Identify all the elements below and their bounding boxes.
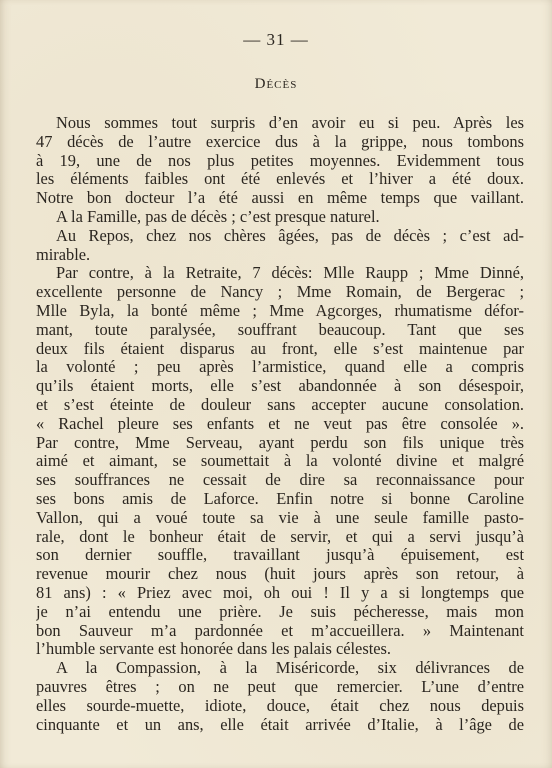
text-line: Mlle Byla, la bonté même ; Mme Agcorges, rhumatisme défor- xyxy=(36,301,524,320)
page-number: — 31 — xyxy=(243,30,309,49)
text-line: deux fils étaient disparus au front, elle s’est maintenue par xyxy=(36,339,524,358)
text-line: bon Sauveur m’a pardonnée et m’accueillera. » Maintenant xyxy=(36,621,524,640)
text-line: revenue mourir chez nous (huit jours après son retour, à xyxy=(36,565,524,584)
text-line: Notre bon docteur l’a été aussi en même temps que vaillant. xyxy=(36,189,524,208)
text-line: et s’est éteinte de douleur sans accepter aucune consolation. xyxy=(36,395,524,414)
text-line: ses bons amis de Laforce. Enfin notre si bonne Caroline xyxy=(36,489,524,508)
text-line: Vallon, qui a voué toute sa vie à une seule famille pasto- xyxy=(36,508,524,527)
text-line: pauvres êtres ; on ne peut que remercier. L’une d’entre xyxy=(36,677,524,696)
text-line: la volonté ; peu après l’armistice, quand elle a compris xyxy=(36,358,524,377)
text-line: aimé et aimant, se soumettait à la volonté divine et malgré xyxy=(36,452,524,471)
text-line: 47 décès de l’autre exercice dus à la grippe, nous tombons xyxy=(36,132,524,151)
text-line: « Rachel pleure ses enfants et ne veut pas être consolée ». xyxy=(36,414,524,433)
text-line: je n’ai entendu une prière. Je suis pécheresse, mais mon xyxy=(36,602,524,621)
text-line: cinquante et un ans, elle était arrivée d’Italie, à l’âge de xyxy=(36,715,524,734)
text-line: les éléments faibles ont été enlevés et l’hiver a été doux. xyxy=(36,170,524,189)
text-line: mant, toute paralysée, souffrant beaucoup. Tant que ses xyxy=(36,320,524,339)
body-text xyxy=(36,114,524,734)
text-line: A la Famille, pas de décès ; c’est presque naturel. xyxy=(56,207,380,226)
text-line: qu’ils étaient morts, elle s’est abandonnée à son désespoir, xyxy=(36,377,524,396)
text-line: l’humble servante est honorée dans les palais célestes. xyxy=(36,640,392,659)
text-line: 81 ans) : « Priez avec moi, oh oui ! Il y a si longtemps que xyxy=(36,583,524,602)
text-line: à 19, une de nos plus petites moyennes. Evidemment tous xyxy=(36,151,524,170)
text-line: Au Repos, chez nos chères âgées, pas de décès ; c’est ad- xyxy=(56,226,524,245)
text-line: elles sourde-muette, idiote, douce, était chez nous depuis xyxy=(36,696,524,715)
text-line: Par contre, Mme Serveau, ayant perdu son fils unique très xyxy=(36,433,524,452)
text-line: Nous sommes tout surpris d’en avoir eu si peu. Après les xyxy=(56,114,524,132)
text-line: rale, dont le bonheur était de servir, et qui a servi jusqu’à xyxy=(36,527,524,546)
text-line: Par contre, à la Retraite, 7 décès: Mlle Raupp ; Mme Dinné, xyxy=(56,264,524,283)
text-line: A la Compassion, à la Miséricorde, six délivrances de xyxy=(56,659,524,678)
text-line: ses souffrances ne cessait de dire sa reconnaissance pour xyxy=(36,471,524,490)
section-title: Décès xyxy=(254,76,298,92)
text-line: mirable. xyxy=(36,245,91,264)
text-line: excellente personne de Nancy ; Mme Romain, de Bergerac ; xyxy=(36,283,524,302)
text-line: son dernier souffle, travaillant jusqu’à épuisement, est xyxy=(36,546,524,565)
